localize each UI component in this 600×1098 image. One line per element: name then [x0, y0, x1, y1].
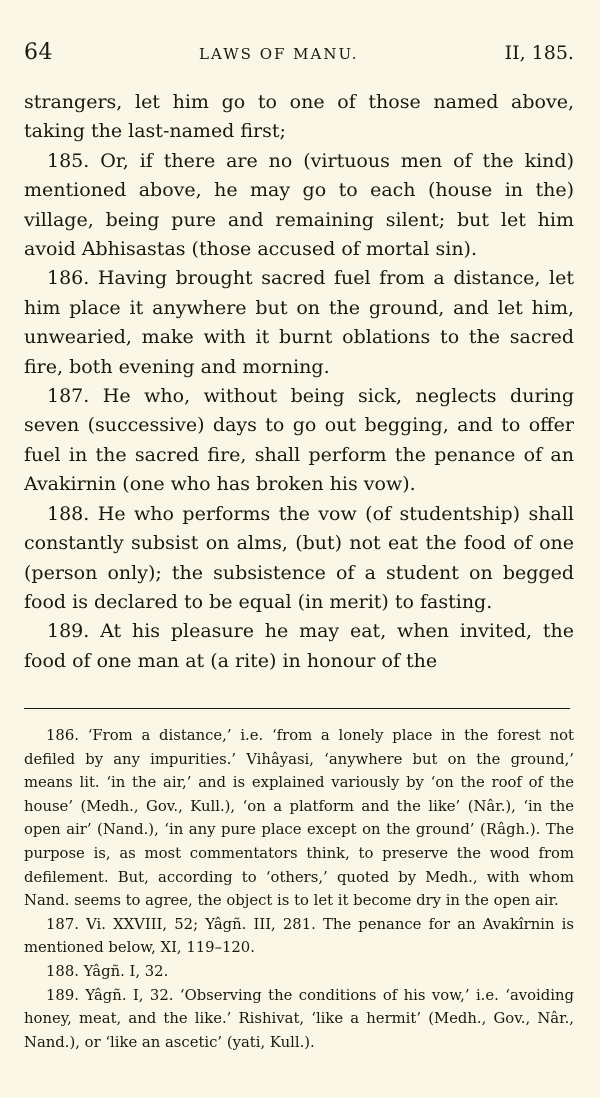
footnote-divider — [24, 708, 570, 709]
running-header — [24, 40, 574, 65]
main-text — [24, 88, 574, 676]
footnote-187: 187. Vi. XXVIII, 52; Yâgñ. III, 281. The penance for an Avakîrnin is mentioned below, XI, 119–120. — [24, 915, 574, 957]
paragraph-continued: strangers, let him go to one of those named above, taking the last-named first; — [24, 91, 574, 143]
footnote-188: 188. Yâgñ. I, 32. — [46, 962, 169, 980]
running-title: LAWS OF MANU. — [199, 45, 359, 63]
verse-186: 186. Having brought sacred fuel from a distance, let him place it anywhere but on the ground, and let him, unwearied, make with it burnt oblations to the sacred fire, both evening and morning. — [24, 267, 574, 378]
footnote-189: 189. Yâgñ. I, 32. ‘Observing the conditions of his vow,’ i.e. ‘avoiding honey, meat, and the like.’ Rishivat, ‘like a hermit’ (Medh., Gov., Nâr., Nand.), or ‘like an ascetic’ (yati, Kull.). — [24, 986, 574, 1051]
verse-185: 185. Or, if there are no (virtuous men of the kind) mentioned above, he may go to each (house in the) village, being pure and remaining silent; but let him avoid Abhisastas (those accused of mortal sin). — [24, 149, 574, 261]
verse-188: 188. He who performs the vow (of studentship) shall constantly subsist on alms, (but) not eat the food of one (person only); the subsistence of a student on begged food is declared to be equal (in merit) to fasting. — [24, 502, 574, 613]
verse-187: 187. He who, without being sick, neglects during seven (successive) days to go out begging, and to offer fuel in the sacred fire, shall perform the penance of an Avakirnin (one who has broken his vow). — [24, 385, 574, 496]
page-number: 64 — [24, 40, 53, 65]
verse-189: 189. At his pleasure he may eat, when invited, the food of one man at (a rite) in honour of the — [24, 620, 574, 672]
verse-reference: II, 185. — [504, 42, 574, 64]
footnotes — [24, 724, 574, 1054]
footnote-186: 186. ‘From a distance,’ i.e. ‘from a lonely place in the forest not defiled by any impurities.’ Vihâyasi, ‘anywhere but on the ground,’ means lit. ‘in the air,’ and is explained variously by ‘on the roof of the house’ (Medh., Gov., Kull.), ‘on a platform and the like’ (Nâr.), ‘in the open air’ (Nand.), ‘in any pure place except on the ground’ (Râgh.). The purpose is, as most commentators think, to preserve the wood from defilement. But, according to ‘others,’ quoted by Medh., with whom Nand. seems to agree, the object is to let it become dry in the open air. — [24, 727, 574, 910]
